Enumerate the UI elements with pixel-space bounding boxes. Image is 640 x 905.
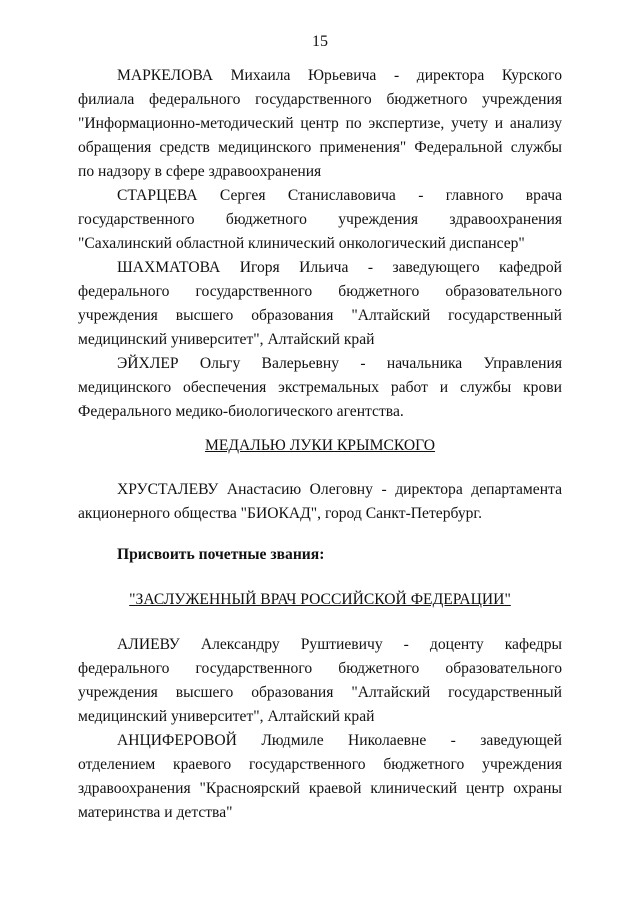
text-line: медицинского обеспечения экстремальных работ и службы крови [78, 379, 562, 396]
text-line: обращения средств медицинского применения" Федеральной службы [78, 139, 562, 156]
text-line: филиала федерального государственного бюджетного учреждения [78, 91, 562, 108]
text-line: медицинский университет", Алтайский край [78, 331, 375, 348]
text-line: ЭЙХЛЕР Ольгу Валерьевну - начальника Управления [117, 355, 562, 372]
text-line: "Сахалинский областной клинический онкологический диспансер" [78, 235, 525, 252]
text-line: АЛИЕВУ Александру Руштиевичу - доценту кафедры [117, 636, 562, 653]
text-line: учреждения высшего образования "Алтайский государственный [78, 307, 562, 324]
text-line: государственного бюджетного учреждения здравоохранения [78, 211, 562, 228]
text-line: федерального государственного бюджетного образовательного [78, 283, 562, 300]
text-line: ХРУСТАЛЕВУ Анастасию Олеговну - директора департамента [117, 481, 562, 498]
text-line: СТАРЦЕВА Сергея Станиславовича - главного врача [117, 187, 562, 204]
text-line: АНЦИФЕРОВОЙ Людмиле Николаевне - заведующей [117, 732, 562, 749]
text-line: материнства и детства" [78, 804, 233, 821]
text-line: по надзору в сфере здравоохранения [78, 163, 322, 180]
text-line: ШАХМАТОВА Игоря Ильича - заведующего кафедрой [117, 259, 562, 276]
text-line: отделением краевого государственного бюджетного учреждения [78, 756, 562, 773]
text-line: учреждения высшего образования "Алтайский государственный [78, 684, 562, 701]
text-line: МАРКЕЛОВА Михаила Юрьевича - директора Курского [117, 67, 562, 84]
text-line: "Информационно-методический центр по экспертизе, учету и анализу [78, 115, 562, 132]
text-line: федерального государственного бюджетного образовательного [78, 660, 562, 677]
titles-label: Присвоить почетные звания: [117, 546, 325, 563]
title-heading: "ЗАСЛУЖЕННЫЙ ВРАЧ РОССИЙСКОЙ ФЕДЕРАЦИИ" [129, 591, 511, 608]
text-line: здравоохранения "Красноярский краевой клинический центр охраны [78, 780, 562, 797]
text-line: акционерного общества "БИОКАД", город Санкт-Петербург. [78, 505, 482, 522]
text-line: Федерального медико-биологического агентства. [78, 403, 404, 420]
text-line: медицинский университет", Алтайский край [78, 708, 375, 725]
medal-heading: МЕДАЛЬЮ ЛУКИ КРЫМСКОГО [204, 437, 436, 454]
page-number: 15 [312, 33, 328, 50]
